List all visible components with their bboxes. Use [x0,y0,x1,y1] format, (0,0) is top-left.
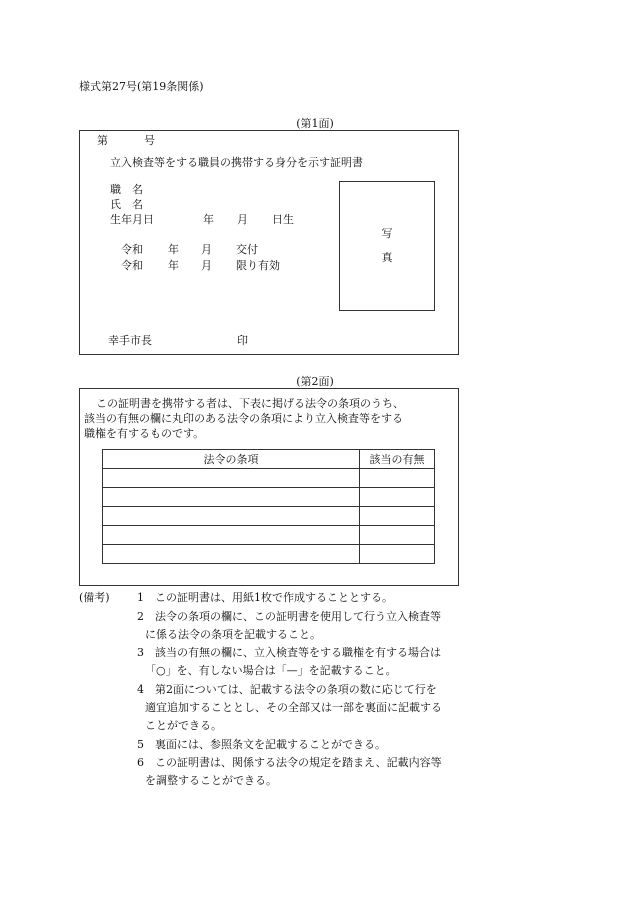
photo-box [339,181,435,311]
valid-label: 限り有効 [236,259,280,272]
note-line: 6 この証明書は、関係する法令の規定を踏まえ、記載内容等 [137,756,442,769]
notes-label: (備考) [79,591,110,604]
birth-label: 生年月日 [110,213,154,226]
intro-line-2: 該当の有無の欄に丸印のある法令の条項により立入検査等をする [84,412,403,425]
face1-card [79,130,459,355]
note-line: 適宜追加することとし、その全部又は一部を裏面に記載する [145,701,442,714]
birth-day: 日生 [272,213,294,226]
face2-label: (第2面) [296,375,334,388]
note-line: 「○」を、有しない場合は「—」を記載すること。 [145,664,397,677]
name-label: 氏 名 [110,198,143,211]
table-cell [360,469,435,488]
cert-number-prefix: 第 [97,134,108,147]
face1-label: (第1面) [296,117,334,130]
mayor-label: 幸手市長 [108,334,152,347]
seal-label: 印 [237,334,248,347]
table-cell [360,507,435,526]
table-row [103,469,435,488]
issue-era: 令和 [121,243,143,256]
valid-era: 令和 [121,259,143,272]
issue-label: 交付 [236,243,258,256]
note-line: を調整することができる。 [145,774,277,787]
table-header-row [103,450,435,469]
table-cell [103,469,360,488]
note-line: ことができる。 [145,719,222,732]
table-cell [103,526,360,545]
photo-char-2: 真 [381,251,393,264]
note-line: 1 この証明書は、用紙1枚で作成することとする。 [137,591,393,604]
birth-month: 月 [237,213,248,226]
cert-number-suffix: 号 [144,134,155,147]
note-line: 2 法令の条項の欄に、この証明書を使用して行う立入検査等 [137,610,441,623]
intro-line-3: 職権を有するものです。 [84,427,205,440]
valid-year: 年 [168,259,179,272]
table-cell [103,488,360,507]
table-cell [360,488,435,507]
clauses-table [102,449,435,564]
photo-char-1: 写 [381,227,393,240]
table-cell [103,545,360,564]
table-row [103,545,435,564]
table-row [103,507,435,526]
note-line: 5 裏面には、参照条文を記載することができる。 [137,738,386,751]
table-cell [360,545,435,564]
birth-year: 年 [203,213,214,226]
table-cell [103,507,360,526]
intro-line-1: この証明書を携帯する者は、下表に掲げる法令の条項のうち、 [96,397,404,410]
issue-month: 月 [201,243,212,256]
job-label: 職 名 [110,183,143,196]
valid-month: 月 [201,259,212,272]
issue-year: 年 [168,243,179,256]
note-line: 3 該当の有無の欄に、立入検査等をする職権を有する場合は [137,646,441,659]
note-line: 4 第2面については、記載する法令の条項の数に応じて行を [137,683,437,696]
header-applicable: 該当の有無 [360,450,435,469]
note-line: に係る法令の条項を記載すること。 [145,628,321,641]
table-cell [360,526,435,545]
table-row [103,526,435,545]
form-label: 様式第27号(第19条関係) [79,80,204,93]
header-clause: 法令の条項 [103,450,360,469]
cert-title: 立入検査等をする職員の携帯する身分を示す証明書 [110,156,363,169]
table-row [103,488,435,507]
